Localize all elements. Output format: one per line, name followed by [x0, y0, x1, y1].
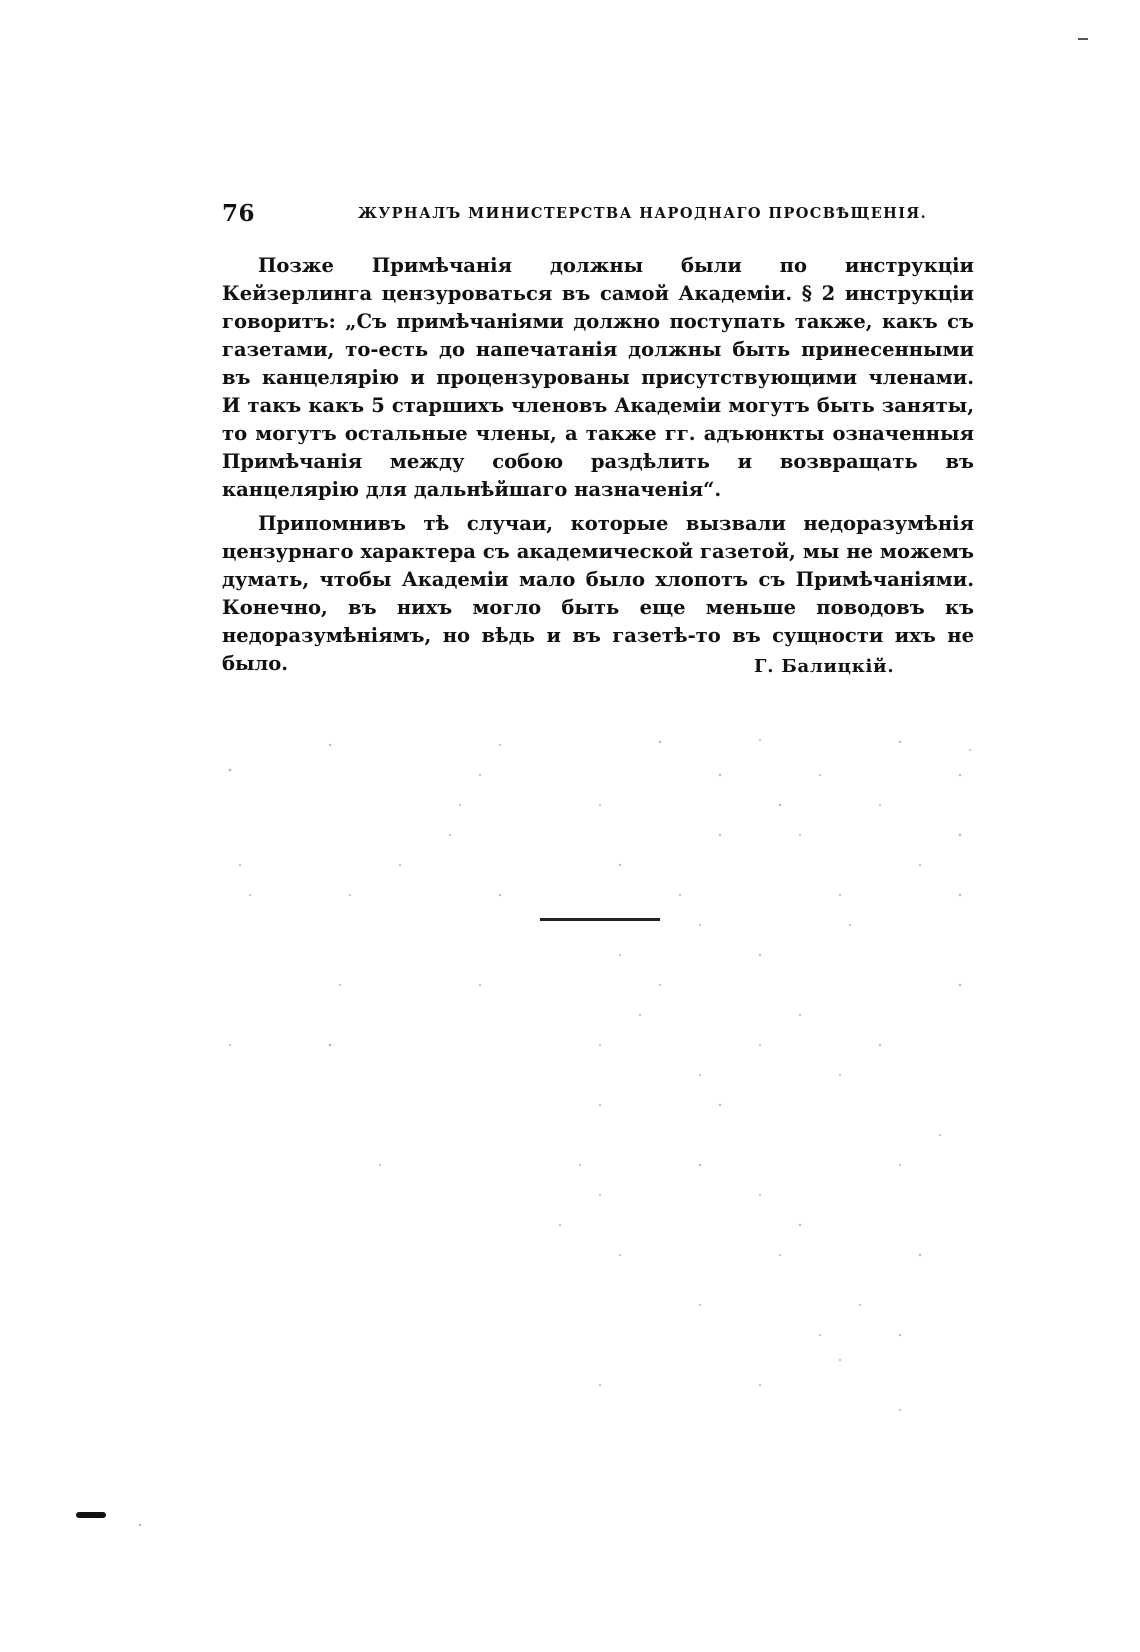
- margin-mark: [76, 1512, 106, 1518]
- running-head: ЖУРНАЛЪ МИНИСТЕРСТВА НАРОДНАГО ПРОСВѢЩЕНІЯ.: [358, 205, 928, 222]
- paragraph: Позже Примѣчанія должны были по инструкціи Кейзерлинга цензуроваться въ самой Академіи. § 2 инструкціи говоритъ: „Съ примѣчаніями должно поступать также, какъ съ газетами, то-есть до напечатанія должны быть принесенными въ канцелярію и процензурованы присутствующими членами. И такъ какъ 5 старшихъ членовъ Академіи могутъ быть заняты, то могутъ остальные члены, а также гг. адъюнкты означенныя Примѣчанія между собою раздѣлить и возвращать въ канцелярію для дальнѣйшаго назначенія“.: [222, 254, 974, 501]
- author-signature: Г. Балицкій.: [754, 656, 895, 677]
- paragraph: Припомнивъ тѣ случаи, которые вызвали недоразумѣнія цензурнаго характера съ академической газетой, мы не можемъ думать, чтобы Академіи мало было хлопотъ съ Примѣчаніями. Конечно, въ нихъ могло быть еще меньше поводовъ къ недоразумѣніямъ, но вѣдь и въ газетѣ-то въ сущности ихъ не было.: [222, 512, 974, 675]
- page-number: 76: [222, 200, 256, 227]
